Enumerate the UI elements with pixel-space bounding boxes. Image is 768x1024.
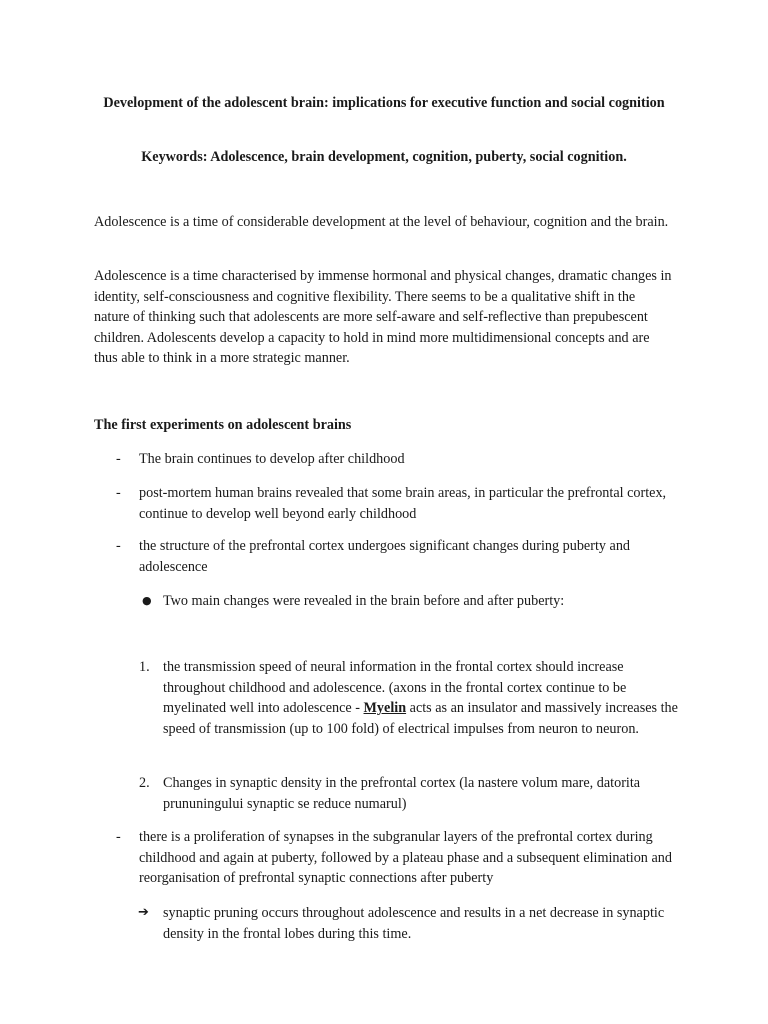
body-paragraph: Adolescence is a time characterised by immense hormonal and physical changes, dramatic changes in identity, self-consciousness and cognitive flexibility. There seems to be a qualitative shift in the nature of thinking such that adolescents are more self-aware and self-reflective than prepubescent children. Adolescents develop a capacity to hold in mind more multidimensional concepts and are thus able to think in a more strategic manner.: [94, 268, 672, 367]
numbered-item-text: [163, 657, 678, 739]
arrow-item-text: synaptic pruning occurs throughout adolescence and results in a net decrease in synaptic density in the frontal lobes during this time.: [163, 905, 665, 942]
bullet-icon: ●: [142, 594, 152, 607]
item-number: 1.: [139, 659, 150, 675]
myelin-term: Myelin: [363, 700, 407, 717]
keywords-line: Keywords: Adolescence, brain development, cognition, puberty, social cognition.: [141, 149, 627, 165]
item-number: 2.: [139, 775, 150, 791]
dash-marker: -: [116, 451, 121, 467]
text-segment: acts as an insulator and massively increases the speed of transmission (up to 100 fold) of electrical impulses from neuron to neuron.: [163, 700, 678, 737]
dash-marker: -: [116, 538, 121, 554]
bullet-item-text: Two main changes were revealed in the brain before and after puberty:: [163, 593, 565, 609]
intro-paragraph: Adolescence is a time of considerable development at the level of behaviour, cognition and the brain.: [94, 214, 669, 230]
right-arrow-icon: ➔: [138, 905, 149, 920]
dash-marker: -: [116, 829, 121, 845]
list-item-text: post-mortem human brains revealed that some brain areas, in particular the prefrontal cortex, continue to develop well beyond early childhood: [139, 485, 667, 522]
text-segment: the transmission speed of neural information in the frontal cortex should increase throughout childhood and adolescence. (axons in the frontal cortex continue to be myelinated well into adolescence -: [163, 659, 627, 717]
section-heading: The first experiments on adolescent brains: [94, 417, 352, 433]
list-item-text: the structure of the prefrontal cortex undergoes significant changes during puberty and adolescence: [139, 538, 631, 575]
list-item-text: The brain continues to develop after childhood: [139, 451, 405, 467]
list-item-text: there is a proliferation of synapses in the subgranular layers of the prefrontal cortex during childhood and again at puberty, followed by a plateau phase and a subsequent elimination and reorganisation of prefrontal synaptic connections after puberty: [139, 829, 672, 887]
dash-marker: -: [116, 485, 121, 501]
numbered-item-text: Changes in synaptic density in the prefrontal cortex (la nastere volum mare, datorita prununingului synaptic se reduce numarul): [163, 775, 641, 812]
document-title: Development of the adolescent brain: implications for executive function and social cognition: [103, 95, 665, 111]
